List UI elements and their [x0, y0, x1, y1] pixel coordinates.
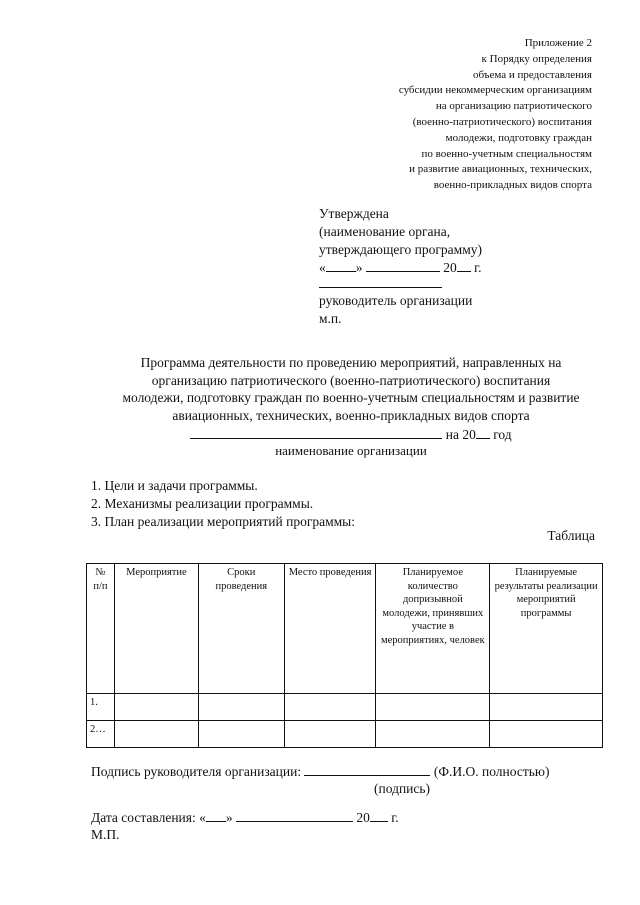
appendix-line: Приложение 2 [524, 37, 592, 49]
approval-organ-line-2: утверждающего программу) [319, 242, 483, 257]
program-year-prefix: на 20 [445, 427, 476, 442]
table-label: Таблица [547, 528, 595, 543]
year-suffix: г. [474, 260, 482, 275]
appendix-line: по военно-учетным специальностям [421, 147, 592, 160]
signature-prefix: Подпись руководителя организации: [91, 764, 302, 779]
program-title-line: молодежи, подготовку граждан по военно-учетным специальностям и развитие [122, 390, 580, 406]
day-blank[interactable] [326, 259, 356, 272]
organization-year-line [86, 426, 616, 443]
approval-date [319, 259, 619, 277]
stamp-bottom: М.П. [91, 827, 120, 842]
signature-caption: (подпись) [374, 781, 431, 796]
table-cell[interactable] [114, 721, 198, 748]
compile-date [91, 809, 399, 826]
table-cell[interactable] [490, 721, 603, 748]
date-close-quote: » [355, 260, 363, 275]
signature-line[interactable] [319, 277, 442, 288]
program-title-line: организацию патриотического (военно-патриотического) воспитания [151, 372, 551, 388]
program-year-suffix: год [493, 427, 512, 442]
header-dates: Сроки проведения [198, 564, 284, 694]
program-year-blank[interactable] [476, 426, 490, 439]
date-open-quote: « [319, 260, 326, 275]
table-cell[interactable] [284, 721, 376, 748]
compile-day-blank[interactable] [206, 809, 226, 822]
program-title-line: авиационных, технических, военно-прикладных видов спорта [172, 407, 530, 423]
approval-organ-line: (наименование органа, [319, 224, 451, 239]
organization-caption: наименование организации [275, 443, 427, 458]
table-cell[interactable] [284, 694, 376, 721]
approval-block [319, 205, 619, 328]
sections-list [91, 477, 355, 531]
header-place: Место проведения [284, 564, 376, 694]
appendix-line: субсидии некоммерческим организациям [398, 84, 592, 97]
year-blank[interactable] [457, 259, 471, 272]
header-participants: Планируемое количество допризывной молодежи, принявших участие в мероприятиях, человек [376, 564, 490, 694]
table-cell[interactable] [376, 721, 490, 748]
approval-stamp: м.п. [319, 311, 342, 326]
table-cell[interactable] [490, 694, 603, 721]
section-item: 3. План реализации мероприятий программы: [91, 514, 356, 529]
table-row [87, 694, 603, 721]
table-row [87, 721, 603, 748]
date-mid: » [225, 810, 233, 825]
organization-name-blank[interactable] [190, 426, 442, 439]
date-year: 20 [356, 810, 370, 825]
signature-line-block [91, 763, 549, 780]
table-cell[interactable]: 2… [87, 721, 115, 748]
approval-title: Утверждена [319, 206, 389, 221]
table-cell[interactable]: 1. [87, 694, 115, 721]
appendix-line: на организацию патриотического [435, 100, 592, 113]
appendix-line: и развитие авиационных, технических, [409, 163, 592, 176]
approval-signer: руководитель организации [319, 293, 473, 308]
appendix-line: объема и предоставления [472, 68, 592, 81]
header-number: № п/п [87, 564, 115, 694]
appendix-line: к Порядку определения [481, 52, 592, 65]
date-prefix: Дата составления: « [91, 810, 206, 825]
signature-blank[interactable] [304, 763, 430, 776]
section-item: 1. Цели и задачи программы. [91, 478, 258, 493]
appendix-line: молодежи, подготовку граждан [445, 131, 592, 144]
month-blank[interactable] [366, 259, 440, 272]
table-header-row [87, 564, 603, 694]
header-results: Планируемые результаты реализации мероприятий программы [490, 564, 603, 694]
appendix-line: (военно-патриотического) воспитания [412, 115, 592, 128]
table-cell[interactable] [376, 694, 490, 721]
compile-year-blank[interactable] [370, 809, 388, 822]
compile-month-blank[interactable] [236, 809, 353, 822]
year-prefix: 20 [443, 260, 457, 275]
table-cell[interactable] [198, 721, 284, 748]
signature-suffix: (Ф.И.О. полностью) [433, 764, 550, 779]
plan-table [86, 563, 603, 748]
section-item: 2. Механизмы реализации программы. [91, 496, 314, 511]
table-cell[interactable] [198, 694, 284, 721]
program-title [86, 354, 616, 424]
header-event: Мероприятие [114, 564, 198, 694]
appendix-line: военно-прикладных видов спорта [433, 179, 592, 192]
program-title-line: Программа деятельности по проведению мероприятий, направленных на [140, 355, 562, 370]
date-suffix: г. [391, 810, 399, 825]
appendix-header [292, 36, 592, 194]
table-cell[interactable] [114, 694, 198, 721]
